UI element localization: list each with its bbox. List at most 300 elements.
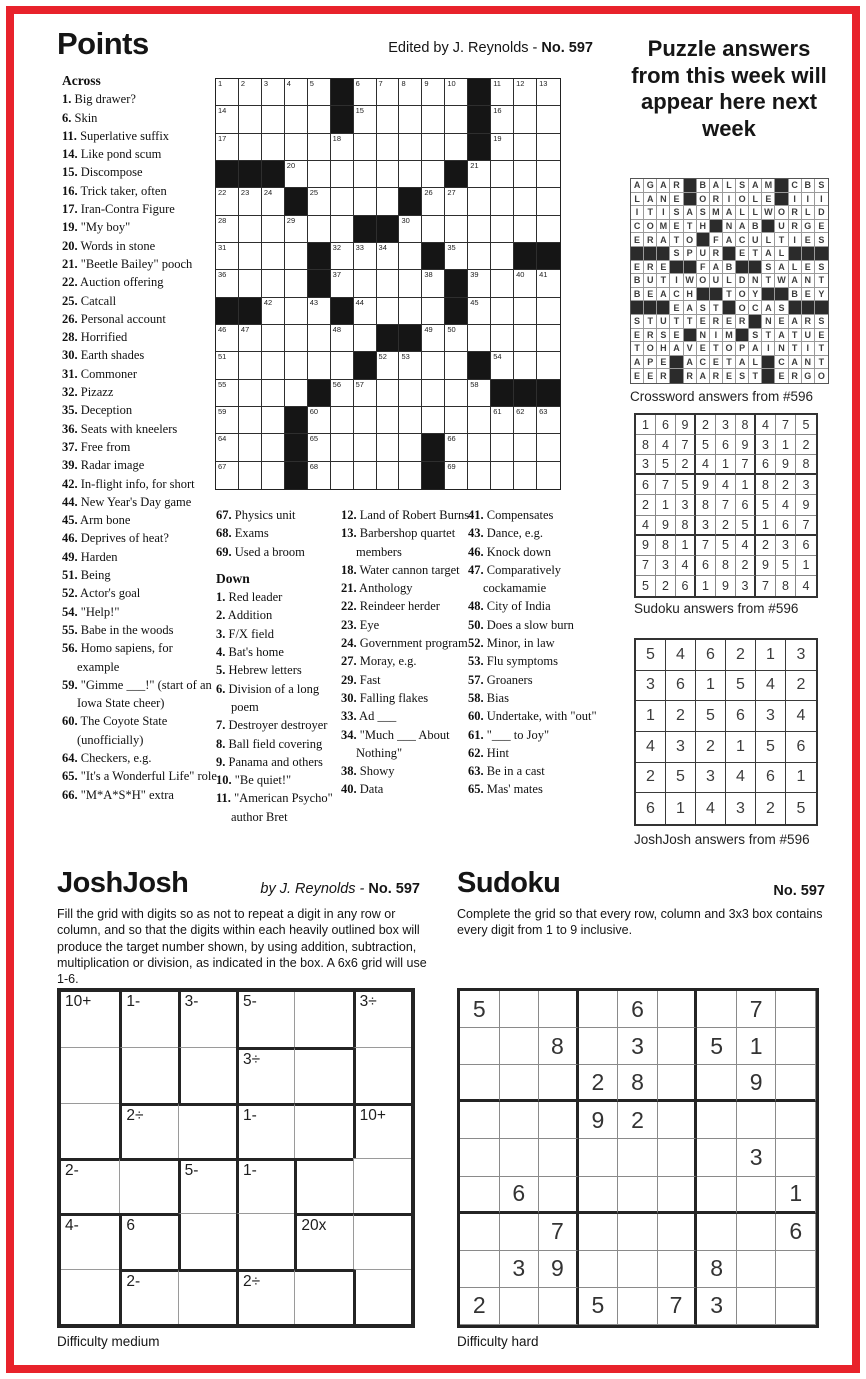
crossword-cell[interactable] xyxy=(354,161,377,188)
crossword-cell[interactable] xyxy=(216,352,239,379)
crossword-cell[interactable] xyxy=(445,243,468,270)
crossword-cell[interactable] xyxy=(285,380,308,407)
crossword-cell[interactable] xyxy=(239,106,262,133)
joshjosh-cell[interactable] xyxy=(119,1158,177,1213)
sudoku-empty-cell[interactable] xyxy=(539,1065,579,1102)
crossword-cell[interactable] xyxy=(422,325,445,352)
crossword-cell[interactable] xyxy=(399,380,422,407)
crossword-cell[interactable] xyxy=(354,243,377,270)
crossword-cell[interactable] xyxy=(514,407,537,434)
sudoku-empty-cell[interactable] xyxy=(697,1102,737,1139)
crossword-cell[interactable] xyxy=(216,325,239,352)
crossword-cell[interactable] xyxy=(399,216,422,243)
crossword-cell[interactable] xyxy=(377,161,400,188)
sudoku-empty-cell[interactable] xyxy=(539,991,579,1028)
crossword-cell[interactable] xyxy=(491,298,514,325)
joshjosh-cell[interactable] xyxy=(353,1269,411,1324)
sudoku-empty-cell[interactable] xyxy=(658,1251,698,1288)
sudoku-empty-cell[interactable] xyxy=(776,1288,816,1325)
crossword-cell[interactable] xyxy=(422,270,445,297)
crossword-cell[interactable] xyxy=(308,79,331,106)
crossword-cell[interactable] xyxy=(537,216,560,243)
cell-number: 32 xyxy=(332,243,341,252)
joshjosh-cell[interactable] xyxy=(178,1047,236,1102)
crossword-cell[interactable] xyxy=(491,325,514,352)
crossword-cell[interactable] xyxy=(445,462,468,489)
crossword-cell[interactable] xyxy=(468,462,491,489)
crossword-cell[interactable] xyxy=(399,106,422,133)
sudoku-empty-cell[interactable] xyxy=(618,1288,658,1325)
crossword-cell[interactable] xyxy=(239,325,262,352)
crossword-cell[interactable] xyxy=(445,79,468,106)
crossword-black-cell xyxy=(445,298,468,325)
joshjosh-cell[interactable] xyxy=(294,1158,352,1213)
crossword-cell[interactable] xyxy=(399,161,422,188)
joshjosh-cell[interactable] xyxy=(294,1213,352,1268)
crossword-cell[interactable] xyxy=(468,188,491,215)
crossword-cell[interactable] xyxy=(262,380,285,407)
crossword-cell[interactable] xyxy=(331,134,354,161)
sudoku-empty-cell[interactable] xyxy=(697,1177,737,1214)
joshjosh-cell[interactable] xyxy=(119,992,177,1047)
sudoku-empty-cell[interactable] xyxy=(460,1102,500,1139)
crossword-cell[interactable] xyxy=(262,270,285,297)
crossword-cell[interactable] xyxy=(399,134,422,161)
crossword-cell[interactable] xyxy=(445,352,468,379)
crossword-cell[interactable] xyxy=(308,188,331,215)
crossword-cell[interactable] xyxy=(216,380,239,407)
sudoku-empty-cell[interactable] xyxy=(579,991,619,1028)
crossword-cell[interactable] xyxy=(262,216,285,243)
sudoku-empty-cell[interactable] xyxy=(697,1139,737,1176)
crossword-cell[interactable] xyxy=(354,188,377,215)
crossword-cell[interactable] xyxy=(262,352,285,379)
crossword-cell[interactable] xyxy=(331,216,354,243)
crossword-cell[interactable] xyxy=(422,352,445,379)
crossword-cell[interactable] xyxy=(239,188,262,215)
crossword-cell[interactable] xyxy=(468,161,491,188)
sudoku-empty-cell[interactable] xyxy=(579,1139,619,1176)
crossword-cell[interactable] xyxy=(354,325,377,352)
crossword-cell[interactable] xyxy=(262,243,285,270)
down-clues-column-mid xyxy=(341,506,471,799)
crossword-cell[interactable] xyxy=(354,380,377,407)
sudoku-empty-cell[interactable] xyxy=(776,1065,816,1102)
crossword-cell[interactable] xyxy=(216,462,239,489)
sudoku-empty-cell[interactable] xyxy=(500,1214,540,1251)
crossword-cell[interactable] xyxy=(514,106,537,133)
sudoku-empty-cell[interactable] xyxy=(579,1177,619,1214)
joshjosh-cell[interactable] xyxy=(61,992,119,1047)
crossword-cell[interactable] xyxy=(491,407,514,434)
joshjosh-answer-cell: 4 xyxy=(786,701,816,732)
crossword-cell[interactable] xyxy=(537,106,560,133)
crossword-cell[interactable] xyxy=(354,407,377,434)
crossword-cell[interactable] xyxy=(514,216,537,243)
crossword-cell[interactable] xyxy=(285,325,308,352)
crossword-cell[interactable] xyxy=(239,243,262,270)
crossword-cell[interactable] xyxy=(377,243,400,270)
crossword-cell[interactable] xyxy=(354,134,377,161)
crossword-cell[interactable] xyxy=(468,380,491,407)
crossword-cell[interactable] xyxy=(468,216,491,243)
crossword-cell[interactable] xyxy=(422,161,445,188)
sudoku-empty-cell[interactable] xyxy=(618,1139,658,1176)
crossword-cell[interactable] xyxy=(445,188,468,215)
crossword-cell[interactable] xyxy=(377,407,400,434)
sudoku-empty-cell[interactable] xyxy=(460,1028,500,1065)
crossword-cell[interactable] xyxy=(216,434,239,461)
joshjosh-cell[interactable] xyxy=(236,1269,294,1324)
joshjosh-cell[interactable] xyxy=(353,1047,411,1102)
crossword-cell[interactable] xyxy=(354,79,377,106)
sudoku-answer-cell: 9 xyxy=(796,495,816,515)
sudoku-empty-cell[interactable] xyxy=(737,1251,777,1288)
crossword-cell[interactable] xyxy=(239,407,262,434)
crossword-cell[interactable] xyxy=(331,243,354,270)
crossword-cell[interactable] xyxy=(422,216,445,243)
crossword-cell[interactable] xyxy=(422,298,445,325)
crossword-cell[interactable] xyxy=(537,462,560,489)
crossword-cell[interactable] xyxy=(537,352,560,379)
crossword-cell[interactable] xyxy=(514,434,537,461)
joshjosh-cell[interactable] xyxy=(236,1047,294,1102)
crossword-cell[interactable] xyxy=(377,79,400,106)
crossword-cell[interactable] xyxy=(399,407,422,434)
crossword-cell[interactable] xyxy=(399,434,422,461)
sudoku-empty-cell[interactable] xyxy=(737,1288,777,1325)
crossword-cell[interactable] xyxy=(308,106,331,133)
crossword-cell[interactable] xyxy=(445,106,468,133)
joshjosh-cell[interactable] xyxy=(236,992,294,1047)
crossword-cell[interactable] xyxy=(445,407,468,434)
crossword-cell[interactable] xyxy=(514,462,537,489)
crossword-cell[interactable] xyxy=(537,188,560,215)
answer-letter-cell: B xyxy=(631,288,644,302)
crossword-cell[interactable] xyxy=(285,79,308,106)
crossword-cell[interactable] xyxy=(491,188,514,215)
crossword-cell[interactable] xyxy=(422,134,445,161)
answer-letter-cell: O xyxy=(775,206,788,220)
joshjosh-cell[interactable] xyxy=(178,992,236,1047)
joshjosh-cell[interactable] xyxy=(119,1269,177,1324)
joshjosh-cell[interactable] xyxy=(353,1158,411,1213)
crossword-cell[interactable] xyxy=(377,352,400,379)
joshjosh-cell[interactable] xyxy=(353,1213,411,1268)
sudoku-empty-cell[interactable] xyxy=(697,1065,737,1102)
crossword-cell[interactable] xyxy=(354,298,377,325)
answer-black-cell xyxy=(657,301,670,315)
crossword-cell[interactable] xyxy=(491,216,514,243)
crossword-cell[interactable] xyxy=(262,134,285,161)
sudoku-empty-cell[interactable] xyxy=(539,1288,579,1325)
answer-letter-cell: T xyxy=(631,342,644,356)
crossword-cell[interactable] xyxy=(239,134,262,161)
crossword-cell[interactable] xyxy=(308,216,331,243)
sudoku-empty-cell[interactable] xyxy=(697,1214,737,1251)
crossword-cell[interactable] xyxy=(491,106,514,133)
crossword-cell[interactable] xyxy=(216,134,239,161)
crossword-cell[interactable] xyxy=(262,106,285,133)
crossword-cell[interactable] xyxy=(399,298,422,325)
crossword-cell[interactable] xyxy=(262,188,285,215)
joshjosh-cell[interactable] xyxy=(119,1213,177,1268)
crossword-cell[interactable] xyxy=(239,216,262,243)
crossword-cell[interactable] xyxy=(239,79,262,106)
crossword-cell[interactable] xyxy=(216,243,239,270)
sudoku-empty-cell[interactable] xyxy=(658,1214,698,1251)
crossword-cell[interactable] xyxy=(354,462,377,489)
crossword-cell[interactable] xyxy=(262,325,285,352)
crossword-cell[interactable] xyxy=(399,270,422,297)
crossword-cell[interactable] xyxy=(331,407,354,434)
joshjosh-cell[interactable] xyxy=(61,1269,119,1324)
crossword-cell[interactable] xyxy=(285,216,308,243)
joshjosh-cell[interactable] xyxy=(294,1047,352,1102)
crossword-cell[interactable] xyxy=(262,434,285,461)
joshjosh-cell[interactable] xyxy=(119,1047,177,1102)
crossword-cell[interactable] xyxy=(285,352,308,379)
joshjosh-cell[interactable] xyxy=(178,1158,236,1213)
crossword-cell[interactable] xyxy=(537,325,560,352)
crossword-cell[interactable] xyxy=(262,462,285,489)
sudoku-empty-cell[interactable] xyxy=(737,1177,777,1214)
crossword-cell[interactable] xyxy=(537,434,560,461)
crossword-cell[interactable] xyxy=(537,298,560,325)
crossword-cell[interactable] xyxy=(354,434,377,461)
crossword-cell[interactable] xyxy=(354,270,377,297)
joshjosh-cell[interactable] xyxy=(294,1103,352,1158)
crossword-cell[interactable] xyxy=(399,243,422,270)
crossword-cell[interactable] xyxy=(262,407,285,434)
crossword-cell[interactable] xyxy=(239,462,262,489)
answer-letter-cell: E xyxy=(762,193,775,207)
crossword-cell[interactable] xyxy=(422,407,445,434)
sudoku-empty-cell[interactable] xyxy=(579,1214,619,1251)
joshjosh-cell[interactable] xyxy=(119,1103,177,1158)
joshjosh-cell[interactable] xyxy=(61,1213,119,1268)
cell-number: 7 xyxy=(378,79,383,88)
crossword-cell[interactable] xyxy=(285,298,308,325)
crossword-cell[interactable] xyxy=(377,434,400,461)
cell-number: 38 xyxy=(424,270,433,280)
joshjosh-cell[interactable] xyxy=(294,1269,352,1324)
sudoku-empty-cell[interactable] xyxy=(460,1139,500,1176)
crossword-cell[interactable] xyxy=(445,434,468,461)
crossword-cell[interactable] xyxy=(422,106,445,133)
sudoku-empty-cell[interactable] xyxy=(697,991,737,1028)
crossword-cell[interactable] xyxy=(377,106,400,133)
crossword-cell[interactable] xyxy=(331,380,354,407)
crossword-cell[interactable] xyxy=(537,79,560,106)
crossword-cell[interactable] xyxy=(308,325,331,352)
crossword-cell[interactable] xyxy=(514,325,537,352)
crossword-cell[interactable] xyxy=(468,434,491,461)
sudoku-empty-cell[interactable] xyxy=(658,1139,698,1176)
crossword-cell[interactable] xyxy=(399,79,422,106)
crossword-cell[interactable] xyxy=(468,270,491,297)
sudoku-empty-cell[interactable] xyxy=(460,1251,500,1288)
crossword-cell[interactable] xyxy=(491,434,514,461)
crossword-cell[interactable] xyxy=(399,352,422,379)
crossword-cell[interactable] xyxy=(308,352,331,379)
crossword-cell[interactable] xyxy=(377,380,400,407)
sudoku-empty-cell[interactable] xyxy=(500,1102,540,1139)
sudoku-empty-cell[interactable] xyxy=(579,1028,619,1065)
sudoku-empty-cell[interactable] xyxy=(776,1102,816,1139)
crossword-cell[interactable] xyxy=(537,161,560,188)
crossword-cell[interactable] xyxy=(445,216,468,243)
crossword-cell[interactable] xyxy=(331,462,354,489)
crossword-cell[interactable] xyxy=(514,188,537,215)
sudoku-empty-cell[interactable] xyxy=(500,1028,540,1065)
joshjosh-cell[interactable] xyxy=(353,1103,411,1158)
crossword-cell[interactable] xyxy=(239,434,262,461)
sudoku-empty-cell[interactable] xyxy=(539,1139,579,1176)
joshjosh-cell[interactable] xyxy=(178,1269,236,1324)
crossword-cell[interactable] xyxy=(537,407,560,434)
joshjosh-cell[interactable] xyxy=(61,1158,119,1213)
joshjosh-cell[interactable] xyxy=(236,1103,294,1158)
crossword-cell[interactable] xyxy=(377,134,400,161)
crossword-cell[interactable] xyxy=(285,106,308,133)
joshjosh-cell[interactable] xyxy=(236,1213,294,1268)
sudoku-empty-cell[interactable] xyxy=(658,991,698,1028)
crossword-cell[interactable] xyxy=(445,325,468,352)
sudoku-empty-cell[interactable] xyxy=(658,1065,698,1102)
sudoku-empty-cell[interactable] xyxy=(776,991,816,1028)
crossword-cell[interactable] xyxy=(491,161,514,188)
joshjosh-cell[interactable] xyxy=(61,1103,119,1158)
crossword-cell[interactable] xyxy=(491,79,514,106)
crossword-cell[interactable] xyxy=(331,352,354,379)
sudoku-empty-cell[interactable] xyxy=(500,991,540,1028)
crossword-cell[interactable] xyxy=(514,161,537,188)
sudoku-empty-cell[interactable] xyxy=(539,1177,579,1214)
crossword-cell[interactable] xyxy=(216,79,239,106)
crossword-cell[interactable] xyxy=(491,352,514,379)
crossword-cell[interactable] xyxy=(491,462,514,489)
sudoku-empty-cell[interactable] xyxy=(737,1214,777,1251)
crossword-cell[interactable] xyxy=(514,134,537,161)
sudoku-empty-cell[interactable] xyxy=(460,1177,500,1214)
crossword-cell[interactable] xyxy=(514,298,537,325)
crossword-cell[interactable] xyxy=(377,462,400,489)
crossword-cell[interactable] xyxy=(331,325,354,352)
crossword-cell[interactable] xyxy=(514,79,537,106)
crossword-cell[interactable] xyxy=(216,216,239,243)
crossword-cell[interactable] xyxy=(354,106,377,133)
sudoku-empty-cell[interactable] xyxy=(658,1102,698,1139)
crossword-cell[interactable] xyxy=(331,270,354,297)
crossword-cell[interactable] xyxy=(216,188,239,215)
crossword-cell[interactable] xyxy=(239,270,262,297)
crossword-cell[interactable] xyxy=(422,380,445,407)
joshjosh-cell[interactable] xyxy=(178,1103,236,1158)
crossword-cell[interactable] xyxy=(491,270,514,297)
crossword-cell[interactable] xyxy=(308,134,331,161)
crossword-cell[interactable] xyxy=(285,243,308,270)
crossword-cell[interactable] xyxy=(377,298,400,325)
crossword-cell[interactable] xyxy=(468,407,491,434)
crossword-cell[interactable] xyxy=(216,407,239,434)
crossword-cell[interactable] xyxy=(285,134,308,161)
crossword-cell[interactable] xyxy=(285,161,308,188)
crossword-cell[interactable] xyxy=(399,462,422,489)
crossword-cell[interactable] xyxy=(445,134,468,161)
crossword-cell[interactable] xyxy=(537,134,560,161)
sudoku-empty-cell[interactable] xyxy=(460,1214,500,1251)
crossword-cell[interactable] xyxy=(514,352,537,379)
sudoku-empty-cell[interactable] xyxy=(737,1102,777,1139)
crossword-cell[interactable] xyxy=(239,380,262,407)
crossword-cell[interactable] xyxy=(491,243,514,270)
crossword-cell[interactable] xyxy=(377,188,400,215)
crossword-cell[interactable] xyxy=(468,298,491,325)
sudoku-empty-cell[interactable] xyxy=(658,1028,698,1065)
sudoku-empty-cell[interactable] xyxy=(776,1139,816,1176)
sudoku-empty-cell[interactable] xyxy=(776,1028,816,1065)
sudoku-empty-cell[interactable] xyxy=(658,1177,698,1214)
clue-4: 4. Bat's home xyxy=(216,645,284,660)
sudoku-empty-cell[interactable] xyxy=(500,1139,540,1176)
sudoku-empty-cell[interactable] xyxy=(776,1251,816,1288)
crossword-cell[interactable] xyxy=(308,407,331,434)
joshjosh-cell[interactable] xyxy=(178,1213,236,1268)
cell-number: 57 xyxy=(355,379,364,389)
crossword-cell[interactable] xyxy=(285,270,308,297)
sudoku-empty-cell[interactable] xyxy=(579,1251,619,1288)
joshjosh-cell[interactable] xyxy=(236,1158,294,1213)
crossword-cell[interactable] xyxy=(491,134,514,161)
crossword-cell[interactable] xyxy=(422,188,445,215)
crossword-cell[interactable] xyxy=(262,79,285,106)
sudoku-empty-cell[interactable] xyxy=(539,1102,579,1139)
answer-letter-cell: E xyxy=(670,329,683,343)
sudoku-empty-cell[interactable] xyxy=(500,1065,540,1102)
sudoku-empty-cell[interactable] xyxy=(618,1214,658,1251)
answer-letter-cell: C xyxy=(631,220,644,234)
crossword-cell[interactable] xyxy=(239,352,262,379)
crossword-cell[interactable] xyxy=(468,243,491,270)
crossword-cell[interactable] xyxy=(308,462,331,489)
crossword-cell[interactable] xyxy=(216,106,239,133)
crossword-cell[interactable] xyxy=(537,270,560,297)
crossword-cell[interactable] xyxy=(468,325,491,352)
sudoku-empty-cell[interactable] xyxy=(618,1177,658,1214)
crossword-cell[interactable] xyxy=(308,161,331,188)
crossword-cell[interactable] xyxy=(331,434,354,461)
joshjosh-cell[interactable] xyxy=(294,992,352,1047)
crossword-cell[interactable] xyxy=(262,298,285,325)
joshjosh-cell[interactable] xyxy=(61,1047,119,1102)
crossword-cell[interactable] xyxy=(514,270,537,297)
crossword-cell[interactable] xyxy=(422,79,445,106)
sudoku-empty-cell[interactable] xyxy=(500,1288,540,1325)
crossword-cell[interactable] xyxy=(331,161,354,188)
joshjosh-cell[interactable] xyxy=(353,992,411,1047)
crossword-cell[interactable] xyxy=(308,298,331,325)
sudoku-answer-cell: 9 xyxy=(676,415,696,435)
crossword-cell[interactable] xyxy=(331,188,354,215)
crossword-cell[interactable] xyxy=(308,434,331,461)
crossword-cell[interactable] xyxy=(445,380,468,407)
sudoku-empty-cell[interactable] xyxy=(460,1065,500,1102)
crossword-black-cell xyxy=(239,298,262,325)
sudoku-empty-cell[interactable] xyxy=(618,1251,658,1288)
crossword-cell[interactable] xyxy=(216,270,239,297)
crossword-cell[interactable] xyxy=(377,270,400,297)
